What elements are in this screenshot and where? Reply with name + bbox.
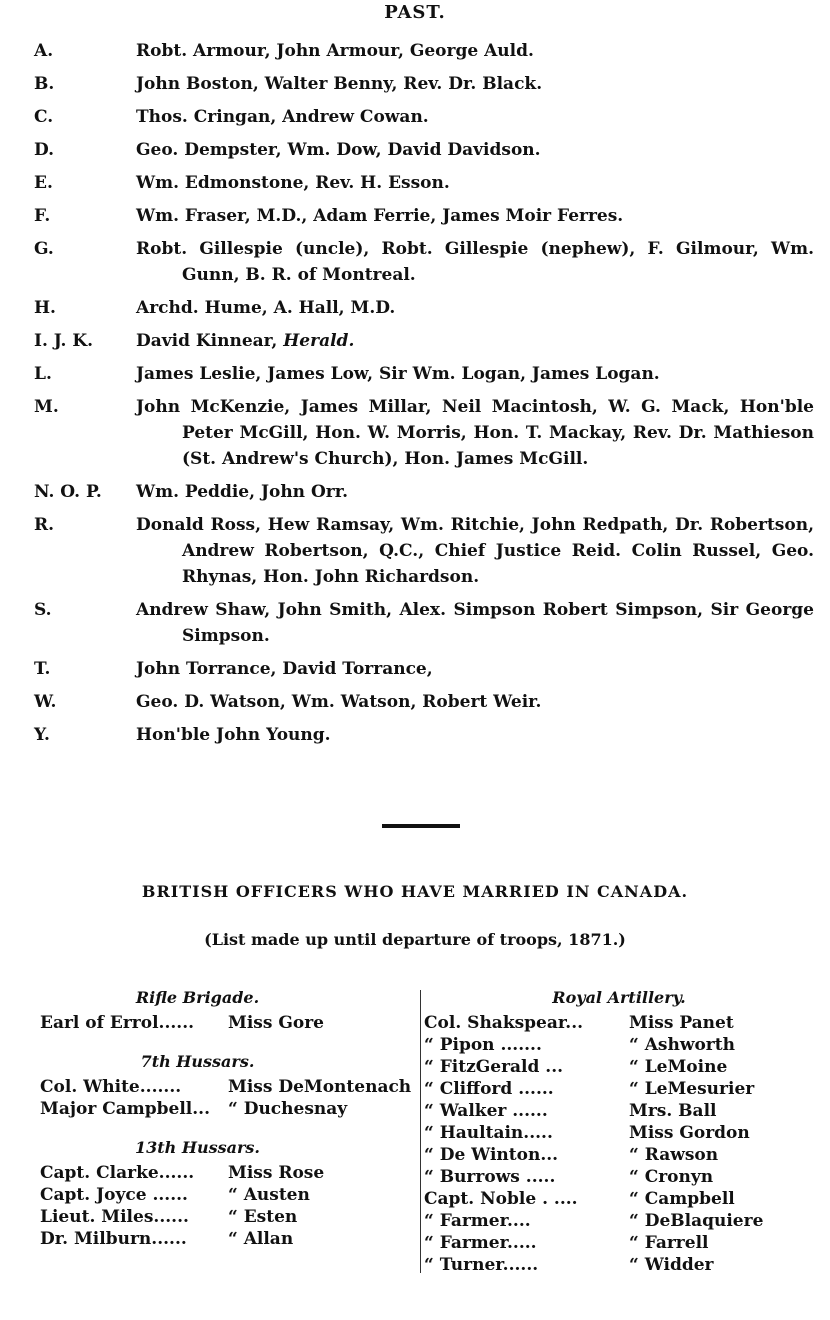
entry-letter: A. <box>34 41 54 61</box>
officer-name: Major Campbell... <box>40 1099 210 1119</box>
entry-names: Andrew Shaw, John Smith, Alex. Simpson Robert Simpson, Sir George Simpson. <box>136 600 814 646</box>
entry-names: Hon'ble John Young. <box>136 725 331 745</box>
entry-letter: W. <box>34 692 57 712</box>
entry-letter: Y. <box>34 725 50 745</box>
entry-letter: D. <box>34 140 55 160</box>
entry-letter: H. <box>34 298 56 318</box>
bride-name: Miss DeMontenach <box>228 1077 412 1097</box>
bride-name: “ Cronyn <box>629 1167 714 1187</box>
officer-name: “ FitzGerald ... <box>424 1057 564 1077</box>
officer-name: Capt. Clarke...... <box>40 1163 195 1183</box>
officers-note: (List made up until departure of troops, 1871.) <box>204 930 626 949</box>
bride-name: “ Duchesnay <box>228 1099 348 1119</box>
table-row <box>424 1056 814 1078</box>
officer-name: “ Walker ...... <box>424 1101 548 1121</box>
officer-name: “ Turner...... <box>424 1255 539 1275</box>
officer-name: “ Clifford ...... <box>424 1079 554 1099</box>
entry-letter: E. <box>34 173 53 193</box>
entry-letter: N. O. P. <box>34 482 102 502</box>
list-item <box>34 394 814 472</box>
list-item <box>34 512 814 590</box>
table-row <box>40 1206 415 1228</box>
left-column <box>40 980 415 1250</box>
bride-name: Miss Gore <box>228 1013 324 1033</box>
right-column <box>424 980 814 1276</box>
list-item <box>34 689 814 715</box>
newspaper-title: Herald. <box>283 331 355 351</box>
entry-names: Archd. Hume, A. Hall, M.D. <box>136 298 396 318</box>
bride-name: Miss Gordon <box>629 1123 750 1143</box>
table-row <box>40 1098 415 1120</box>
entry-letter: S. <box>34 600 52 620</box>
officer-name: Earl of Errol...... <box>40 1013 195 1033</box>
officer-name: “ Farmer.... <box>424 1211 531 1231</box>
table-row <box>424 1210 814 1232</box>
officer-name: Dr. Milburn...... <box>40 1229 187 1249</box>
entry-letter: I. J. K. <box>34 331 94 351</box>
bride-name: “ Austen <box>228 1185 310 1205</box>
past-members-list <box>34 38 814 755</box>
list-item <box>34 170 814 196</box>
list-item <box>34 137 814 163</box>
officer-name: “ De Winton... <box>424 1145 559 1165</box>
entry-names: Geo. D. Watson, Wm. Watson, Robert Weir. <box>136 692 542 712</box>
table-row <box>424 1012 814 1034</box>
table-row <box>424 1254 814 1276</box>
entry-names: Thos. Cringan, Andrew Cowan. <box>136 107 429 127</box>
table-row <box>424 1188 814 1210</box>
table-row <box>424 1034 814 1056</box>
bride-name: “ Campbell <box>629 1189 735 1209</box>
entry-names: Wm. Edmonstone, Rev. H. Esson. <box>136 173 450 193</box>
regiment-title: 13th Hussars. <box>135 1138 260 1157</box>
entry-letter: C. <box>34 107 54 127</box>
bride-name: “ DeBlaquiere <box>629 1211 764 1231</box>
bride-name: “ LeMoine <box>629 1057 728 1077</box>
entry-names: Wm. Peddie, John Orr. <box>136 482 349 502</box>
officer-name: Capt. Joyce ...... <box>40 1185 188 1205</box>
table-row <box>40 1012 415 1034</box>
list-item <box>34 722 814 748</box>
bride-name: “ LeMesurier <box>629 1079 755 1099</box>
regiment-title: Rifle Brigade. <box>135 988 260 1007</box>
entry-names: John Boston, Walter Benny, Rev. Dr. Black. <box>136 74 543 94</box>
table-row <box>424 1078 814 1100</box>
entry-names: Geo. Dempster, Wm. Dow, David Davidson. <box>136 140 541 160</box>
officer-name: “ Pipon ....... <box>424 1035 542 1055</box>
table-row <box>424 1166 814 1188</box>
entry-names: Robt. Gillespie (uncle), Robt. Gillespie (nephew), F. Gilmour, Wm. Gunn, B. R. of Montreal. <box>136 239 814 285</box>
bride-name: “ Widder <box>629 1255 714 1275</box>
entry-names: John McKenzie, James Millar, Neil Macintosh, W. G. Mack, Hon'ble Peter McGill, Hon. W. Morris, Hon. T. Mackay, Rev. Dr. Mathieson (St. Andrew's Church), Hon. James McGill. <box>136 397 814 469</box>
entry-letter: M. <box>34 397 59 417</box>
table-row <box>424 1100 814 1122</box>
table-row <box>40 1076 415 1098</box>
list-item <box>34 104 814 130</box>
officer-name: Capt. Noble . .... <box>424 1189 578 1209</box>
officer-name: Col. Shakspear... <box>424 1013 584 1033</box>
entry-letter: B. <box>34 74 55 94</box>
past-heading: PAST. <box>384 2 446 23</box>
bride-name: “ Allan <box>228 1229 294 1249</box>
list-item <box>34 71 814 97</box>
entry-letter: G. <box>34 239 54 259</box>
entry-names: James Leslie, James Low, Sir Wm. Logan, James Logan. <box>136 364 660 384</box>
bride-name: “ Farrell <box>629 1233 709 1253</box>
table-row <box>424 1232 814 1254</box>
officer-name: “ Farmer..... <box>424 1233 537 1253</box>
table-row <box>40 1184 415 1206</box>
bride-name: “ Ashworth <box>629 1035 735 1055</box>
officer-name: Lieut. Miles...... <box>40 1207 189 1227</box>
officers-heading: BRITISH OFFICERS WHO HAVE MARRIED IN CANADA. <box>141 882 689 901</box>
table-row <box>424 1122 814 1144</box>
officer-name: Col. White....... <box>40 1077 182 1097</box>
bride-name: “ Esten <box>228 1207 298 1227</box>
table-row <box>424 1144 814 1166</box>
list-item <box>34 38 814 64</box>
bride-name: Miss Panet <box>629 1013 734 1033</box>
entry-letter: R. <box>34 515 55 535</box>
officer-name: “ Burrows ..... <box>424 1167 556 1187</box>
regiment-title: 7th Hussars. <box>140 1052 255 1071</box>
entry-letter: F. <box>34 206 51 226</box>
entry-names <box>136 328 814 354</box>
officer-name: “ Haultain..... <box>424 1123 553 1143</box>
section-divider <box>382 824 460 828</box>
entry-letter: L. <box>34 364 52 384</box>
entry-letter: T. <box>34 659 51 679</box>
entry-names: Wm. Fraser, M.D., Adam Ferrie, James Moir Ferres. <box>136 206 624 226</box>
bride-name: Miss Rose <box>228 1163 325 1183</box>
list-item <box>34 328 814 354</box>
list-item <box>34 361 814 387</box>
bride-name: “ Rawson <box>629 1145 719 1165</box>
regiment-title: Royal Artillery. <box>552 988 686 1007</box>
table-row <box>40 1228 415 1250</box>
bride-name: Mrs. Ball <box>629 1101 717 1121</box>
list-item <box>34 295 814 321</box>
entry-names: John Torrance, David Torrance, <box>136 659 433 679</box>
list-item <box>34 236 814 288</box>
list-item <box>34 203 814 229</box>
entry-names-text: David Kinnear, <box>136 331 284 351</box>
entry-names: Robt. Armour, John Armour, George Auld. <box>136 41 534 61</box>
entry-names: Donald Ross, Hew Ramsay, Wm. Ritchie, John Redpath, Dr. Robertson, Andrew Robertson, Q.C., Chief Justice Reid. Colin Russel, Geo. Rhynas, Hon. John Richardson. <box>136 515 814 587</box>
column-divider <box>420 990 421 1273</box>
list-item <box>34 479 814 505</box>
list-item <box>34 597 814 649</box>
list-item <box>34 656 814 682</box>
table-row <box>40 1162 415 1184</box>
